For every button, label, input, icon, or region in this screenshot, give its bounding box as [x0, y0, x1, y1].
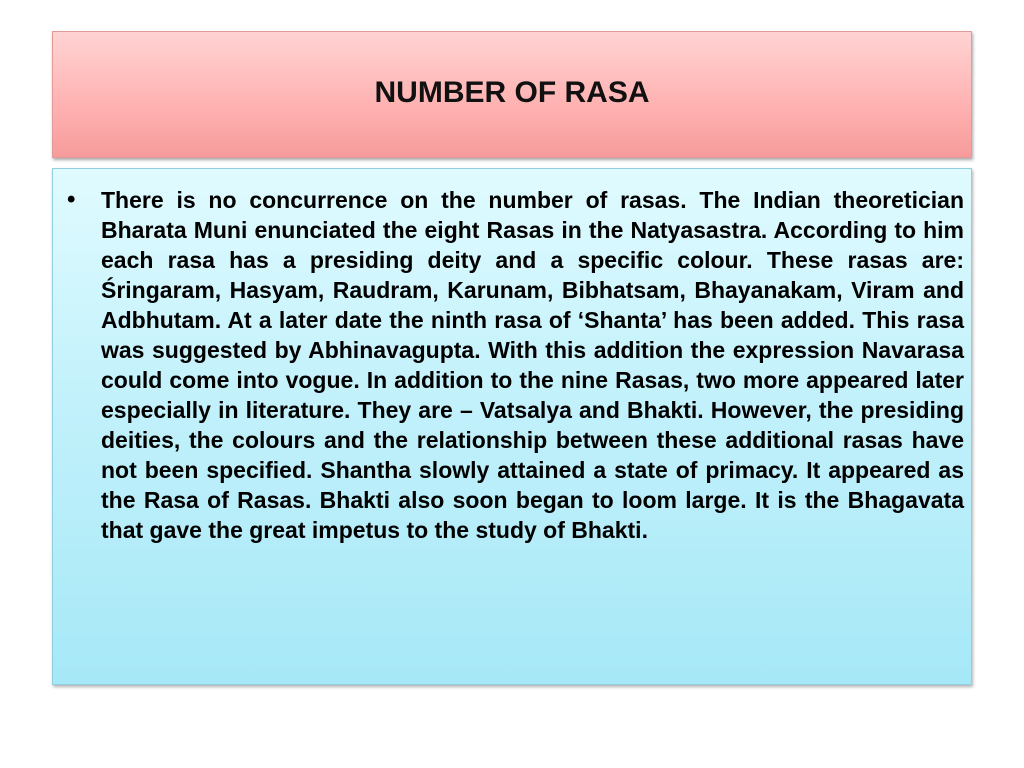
bullet-icon: •	[67, 186, 76, 213]
bullet-text: There is no concurrence on the number of rasas. The Indian theoretician Bharata Muni enunciated the eight Rasas in the Natyasastra. According to him each rasa has a presiding deity and a specific colour. These rasas are: Śringaram, Hasyam, Raudram, Karunam, Bibhatsam, Bhayanakam, Viram and Adbhutam. At a later date the ninth rasa of ‘Shanta’ has been added. This rasa was suggested by Abhinavagupta. With this addition the expression Navarasa could come into vogue. In addition to the nine Rasas, two more appeared later especially in literature. They are – Vatsalya and Bhakti. However, the presiding deities, the colours and the relationship between these additional rasas have not been specified. Shantha slowly attained a state of primacy. It appeared as the Rasa of Rasas. Bhakti also soon began to loom large. It is the Bhagavata that gave the great impetus to the study of Bhakti.	[101, 187, 964, 543]
slide-content-box	[52, 168, 972, 685]
slide-title: NUMBER OF RASA	[374, 75, 650, 109]
slide-title-box	[52, 31, 972, 158]
